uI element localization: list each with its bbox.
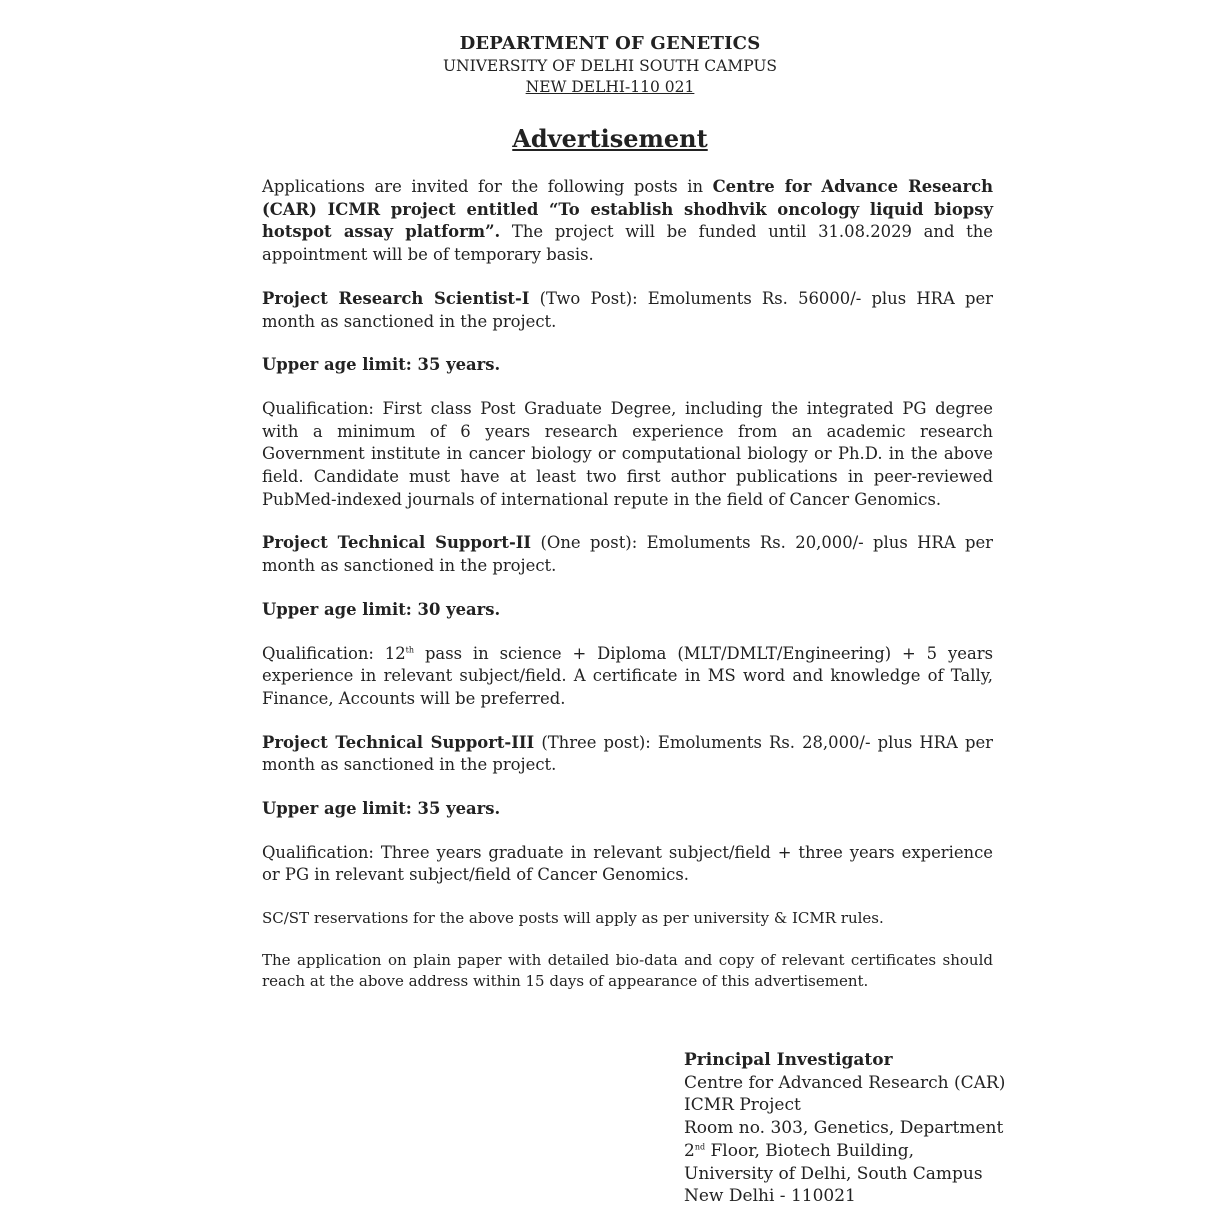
post-1-qualification: Qualification: First class Post Graduate Degree, including the integrated PG degree with a minimum of 6 years research experience from an academic research Government institute in cancer biology or computational biology or Ph.D. in the above field. Candidate must have at least two first author publications in peer-reviewed PubMed-indexed journals of international repute in the field of Cancer Genomics. <box>262 398 993 509</box>
post-3-name: Project Technical Support-III <box>262 732 535 752</box>
signature-title <box>684 1049 1044 1072</box>
post-3-heading <box>262 732 993 777</box>
post-2-qual-pre: Qualification: 12 <box>262 643 406 663</box>
intro-text: Applications are invited for the following posts in <box>262 177 713 196</box>
post-1-age-limit <box>262 354 993 377</box>
post-2-qualification <box>262 643 993 711</box>
post-3-age-text: Upper age limit: 35 years. <box>262 799 501 819</box>
post-2-age-text: Upper age limit: 30 years. <box>262 599 501 619</box>
post-3-qualification: Qualification: Three years graduate in relevant subject/field + three years experience or PG in relevant subject/field of Cancer Genomics. <box>262 842 993 885</box>
signature-line-2: ICMR Project <box>684 1095 801 1116</box>
city-text: NEW DELHI-110 021 <box>525 78 695 96</box>
reservation-note: SC/ST reservations for the above posts will apply as per university & ICMR rules. <box>262 909 884 928</box>
signature-line-4 <box>684 1140 1044 1163</box>
post-3-details: (Three post): Emoluments Rs. 28,000/- plus HRA per month as sanctioned in the project. <box>262 732 993 775</box>
post-1-heading <box>262 288 993 333</box>
city-address <box>0 77 1220 98</box>
floor-text: Floor, Biotech Building, <box>705 1140 915 1161</box>
intro-funding-text: The project will be funded until 31.08.2029 and the appointment will be of temporary basis. <box>262 222 993 265</box>
page-title: Advertisement <box>512 124 708 153</box>
advertisement-body <box>262 176 993 992</box>
signature-line-6: New Delhi - 110021 <box>684 1186 856 1207</box>
application-note: The application on plain paper with detailed bio-data and copy of relevant certificates should reach at the above address within 15 days of appearance of this advertisement. <box>262 951 993 991</box>
university-name: UNIVERSITY OF DELHI SOUTH CAMPUS <box>442 57 778 75</box>
project-title: Centre for Advance Research (CAR) ICMR project entitled “To establish shodhvik oncology liquid biopsy hotspot assay platform”. <box>262 177 993 242</box>
signature-line-3: Room no. 303, Genetics, Department <box>684 1118 1004 1139</box>
floor-number: 2 <box>684 1140 695 1161</box>
signature-line-5: University of Delhi, South Campus <box>684 1163 983 1184</box>
post-2-name: Project Technical Support-II <box>262 533 532 553</box>
post-2-age-limit <box>262 599 993 622</box>
signature-line-1: Centre for Advanced Research (CAR) <box>684 1072 1006 1093</box>
post-1-details: (Two Post): Emoluments Rs. 56000/- plus HRA per month as sanctioned in the project. <box>262 288 993 331</box>
post-1-age-text: Upper age limit: 35 years. <box>262 355 501 375</box>
intro-paragraph <box>262 176 993 267</box>
signature-title-text: Principal Investigator <box>684 1050 893 1070</box>
post-2-qual-post: pass in science + Diploma (MLT/DMLT/Engineering) + 5 years experience in relevant subject/field. A certificate in MS word and knowledge of Tally, Finance, Accounts will be preferred. <box>262 643 993 708</box>
floor-sup: nd <box>694 1142 706 1152</box>
letterhead <box>0 32 1220 98</box>
post-2-qual-sup: th <box>405 645 415 655</box>
post-2-heading <box>262 532 993 577</box>
signature-block <box>684 1049 1044 1208</box>
post-1-name: Project Research Scientist-I <box>262 288 530 308</box>
post-3-age-limit <box>262 798 993 821</box>
department-name: DEPARTMENT OF GENETICS <box>459 33 761 54</box>
post-2-details: (One post): Emoluments Rs. 20,000/- plus HRA per month as sanctioned in the project. <box>262 533 993 576</box>
